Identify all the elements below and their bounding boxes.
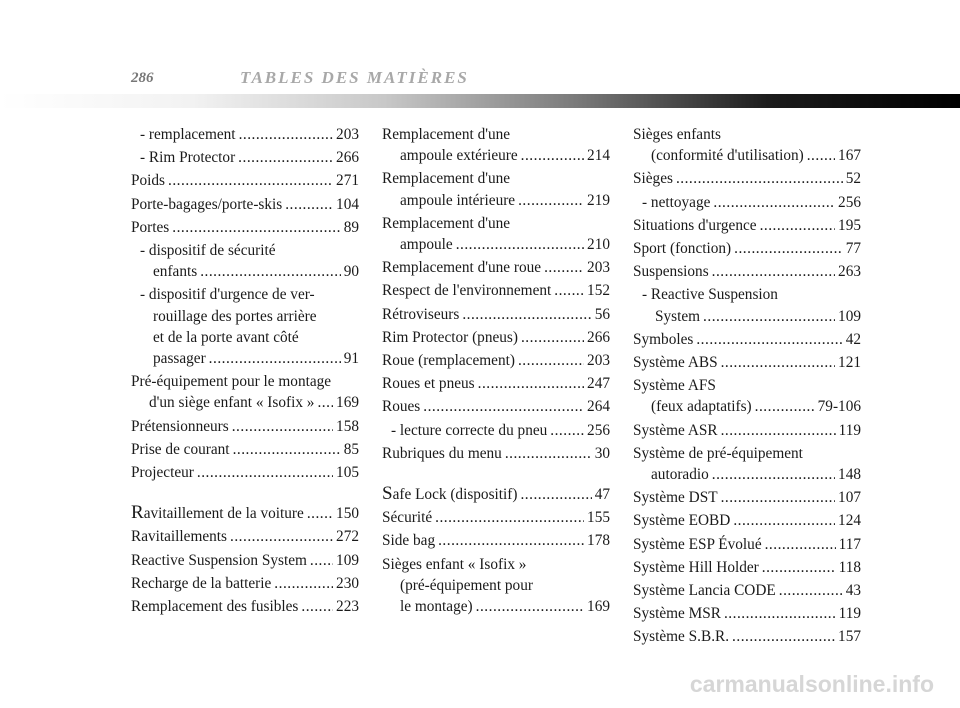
index-entry (633, 580, 861, 601)
section-initial: S (382, 483, 393, 505)
entry-label: Sièges enfants (633, 126, 721, 143)
entry-label: Système ASR (633, 421, 718, 439)
page-reference: 195 (838, 216, 861, 234)
entry-label: et de la porte avant côté (153, 328, 299, 346)
index-entry (633, 534, 861, 555)
entry-label: System (655, 307, 701, 325)
entry-label: - lecture correcte du pneu (391, 421, 548, 439)
leader-dots (755, 396, 815, 417)
entry-label: Sièges enfant « Isofix » (382, 555, 527, 573)
page-reference: 264 (587, 398, 610, 416)
index-entry (633, 443, 861, 485)
index-entry (131, 526, 359, 547)
index-entry (382, 350, 610, 371)
leader-dots (779, 580, 843, 601)
index-entry (131, 371, 359, 413)
index-entry (633, 168, 861, 189)
page-reference: 85 (343, 440, 359, 458)
entry-label: - Rim Protector (140, 149, 236, 167)
page-reference: 42 (845, 330, 861, 348)
index-entry (382, 168, 610, 210)
index-entry (633, 124, 861, 166)
entry-label: Remplacement des fusibles (131, 598, 299, 616)
entry-label: Remplacement d'une roue (382, 259, 542, 277)
entry-label: Système MSR (633, 605, 721, 623)
leader-dots (518, 350, 584, 371)
leader-dots (712, 261, 835, 282)
index-entry (131, 124, 359, 145)
leader-dots (505, 443, 592, 464)
page-reference: 219 (587, 191, 610, 209)
page-reference: 167 (838, 147, 861, 165)
entry-label: Rétroviseurs (382, 305, 460, 323)
leader-dots (233, 439, 341, 460)
entry-label: Système ESP Évolué (633, 535, 762, 553)
index-entry (633, 420, 861, 441)
page-reference: 90 (343, 263, 359, 281)
entry-label: Système DST (633, 489, 718, 507)
entry-label: Symboles (633, 330, 694, 348)
entry-label: Recharge de la batterie (131, 574, 272, 592)
page-reference: 118 (838, 558, 861, 576)
leader-dots (721, 487, 835, 508)
leader-dots (172, 217, 340, 238)
entry-label: Roue (remplacement) (382, 352, 515, 370)
page-reference: 121 (838, 354, 861, 372)
leader-dots (696, 329, 842, 350)
entry-label: Remplacement d'une (382, 126, 511, 143)
entry-label: afe Lock (dispositif) (392, 486, 518, 504)
entry-label: Projecteur (131, 464, 194, 482)
entry-label: Poids (131, 172, 166, 190)
page-reference: 178 (587, 532, 610, 550)
entry-label: Prise de courant (131, 440, 230, 458)
page-reference: 30 (594, 444, 610, 462)
entry-label: Prétensionneurs (131, 417, 229, 435)
leader-dots (168, 170, 333, 191)
entry-label: (pré-équipement pour (400, 576, 533, 594)
entry-label: Ravitaillements (131, 528, 228, 546)
entry-label: Situations d'urgence (633, 216, 757, 234)
entry-label: Porte-bagages/porte-skis (131, 195, 283, 213)
leader-dots (807, 145, 835, 166)
index-entry (131, 240, 359, 282)
page-reference: 109 (336, 551, 359, 569)
entry-label: - dispositif d'urgence de ver- (140, 286, 315, 304)
page-reference: 148 (838, 466, 861, 484)
index-entry (633, 284, 861, 326)
leader-dots (518, 190, 584, 211)
page-reference: 256 (838, 193, 861, 211)
section-initial: R (131, 502, 144, 524)
entry-label: - remplacement (140, 126, 236, 143)
page-reference: 152 (587, 282, 610, 300)
page-reference: 43 (845, 582, 861, 600)
page-reference: 223 (336, 598, 359, 616)
leader-dots (520, 484, 591, 505)
leader-dots (435, 507, 584, 528)
page-reference: 104 (336, 195, 359, 213)
page-reference: 169 (336, 394, 359, 412)
page-reference: 169 (587, 598, 610, 616)
leader-dots (521, 327, 584, 348)
page-reference: 105 (336, 464, 359, 482)
page-reference: 271 (336, 172, 359, 190)
page-reference: 266 (587, 328, 610, 346)
page-reference: 158 (336, 417, 359, 435)
entry-label: Suspensions (633, 263, 709, 281)
entry-label: ampoule extérieure (400, 147, 518, 165)
index-entry (131, 194, 359, 215)
leader-dots (438, 530, 584, 551)
index-entry (131, 170, 359, 191)
index-entry (131, 147, 359, 168)
index-entry (382, 530, 610, 551)
page-reference: 230 (336, 574, 359, 592)
entry-label: Système ABS (633, 354, 718, 372)
leader-dots (476, 596, 584, 617)
index-column-1 (131, 124, 359, 619)
entry-label: Système EOBD (633, 512, 731, 530)
index-entry (382, 213, 610, 255)
page-reference: 52 (845, 170, 861, 188)
index-entry (633, 603, 861, 624)
leader-dots (760, 215, 835, 236)
entry-label: Système Hill Holder (633, 558, 759, 576)
index-entry (633, 238, 861, 259)
index-entry (633, 375, 861, 417)
entry-label: Rubriques du menu (382, 444, 502, 462)
leader-dots (310, 550, 333, 571)
index-entry (382, 373, 610, 394)
index-entry (382, 257, 610, 278)
page-title: TABLES DES MATIÈRES (240, 68, 469, 87)
entry-label: Reactive Suspension System (131, 551, 307, 569)
leader-dots (230, 526, 333, 547)
page-reference: 203 (336, 126, 359, 143)
page-reference: 79-106 (817, 398, 861, 416)
index-entry (131, 550, 359, 571)
page-reference: 203 (587, 352, 610, 370)
index-entry (131, 416, 359, 437)
entry-label: Pré-équipement pour le montage (131, 373, 332, 391)
entry-label: Portes (131, 218, 170, 236)
entry-label: Système S.B.R. (633, 628, 730, 646)
index-entry (382, 280, 610, 301)
index-entry (382, 396, 610, 417)
leader-dots (721, 352, 835, 373)
leader-dots (734, 238, 843, 259)
index-entry (382, 443, 610, 464)
entry-label: Système de pré-équipement (633, 444, 803, 462)
index-entry (382, 420, 610, 441)
entry-label: autoradio (651, 466, 709, 484)
index-entry (131, 596, 359, 617)
page-reference: 247 (587, 375, 610, 393)
entry-label: passager (153, 350, 206, 368)
leader-dots (317, 392, 333, 413)
leader-dots (712, 464, 835, 485)
index-entry (633, 215, 861, 236)
entry-label: d'un siège enfant « Isofix » (149, 394, 315, 412)
entry-label: Respect de l'environnement (382, 282, 552, 300)
entry-label: Roues (382, 398, 421, 416)
index-column-2 (382, 124, 610, 619)
entry-label: rouillage des portes arrière (153, 307, 317, 325)
page-reference: 109 (838, 307, 861, 325)
leader-dots (239, 124, 333, 145)
index-entry (131, 502, 359, 524)
index-entry (131, 439, 359, 460)
entry-label: Roues et pneus (382, 375, 475, 393)
index-entry (131, 573, 359, 594)
leader-dots (721, 420, 836, 441)
page-reference: 89 (343, 218, 359, 236)
index-entry (633, 557, 861, 578)
page-reference: 150 (336, 505, 359, 523)
index-entry (131, 217, 359, 238)
index-entry (633, 329, 861, 350)
page-reference: 107 (838, 489, 861, 507)
entry-label: Sièges (633, 170, 673, 188)
entry-label: Side bag (382, 532, 436, 550)
index-entry (633, 261, 861, 282)
index-entry (633, 352, 861, 373)
entry-label: Système AFS (633, 377, 716, 395)
index-entry (131, 462, 359, 483)
page-reference: 214 (587, 147, 610, 165)
index-entry (382, 327, 610, 348)
page-reference: 210 (587, 236, 610, 254)
entry-label: (feux adaptatifs) (651, 398, 752, 416)
page-reference: 91 (343, 350, 359, 368)
page-reference: 47 (594, 486, 610, 504)
page-reference: 77 (845, 240, 861, 258)
leader-dots (274, 573, 333, 594)
leader-dots (200, 261, 341, 282)
leader-dots (762, 557, 836, 578)
index-entry (633, 192, 861, 213)
index-entry (382, 124, 610, 166)
leader-dots (765, 534, 836, 555)
index-entry (382, 507, 610, 528)
leader-dots (713, 192, 835, 213)
watermark: carmanualsonline.info (689, 671, 934, 697)
leader-dots (307, 503, 333, 524)
leader-dots (232, 416, 333, 437)
page-reference: 272 (336, 528, 359, 546)
leader-dots (285, 194, 333, 215)
page-reference: 56 (594, 305, 610, 323)
page-reference: 119 (838, 421, 861, 439)
entry-label: Système Lancia CODE (633, 582, 776, 600)
page-number: 286 (131, 70, 154, 86)
leader-dots (732, 626, 835, 647)
entry-label: - Reactive Suspension (642, 286, 778, 304)
page-reference: 119 (838, 605, 861, 623)
entry-label: avitaillement de la voiture (143, 505, 304, 523)
index-entry (131, 284, 359, 369)
entry-label: ampoule intérieure (400, 191, 516, 209)
leader-dots (550, 420, 584, 441)
entry-label: Remplacement d'une (382, 170, 511, 188)
page-reference: 155 (587, 509, 610, 527)
entry-label: Remplacement d'une (382, 214, 511, 232)
page-reference: 266 (336, 149, 359, 167)
index-entry (633, 626, 861, 647)
leader-dots (544, 257, 584, 278)
leader-dots (238, 147, 333, 168)
entry-label: (conformité d'utilisation) (651, 147, 804, 165)
header-bar (0, 94, 960, 108)
leader-dots (423, 396, 584, 417)
page-reference: 117 (838, 535, 861, 553)
page-reference: 157 (838, 628, 861, 646)
index-entry (382, 304, 610, 325)
leader-dots (301, 596, 333, 617)
leader-dots (703, 306, 835, 327)
leader-dots (733, 510, 835, 531)
leader-dots (521, 145, 584, 166)
entry-label: Sécurité (382, 509, 433, 527)
leader-dots (478, 373, 584, 394)
index-entry (633, 510, 861, 531)
index-entry (382, 483, 610, 505)
page-reference: 256 (587, 421, 610, 439)
entry-label: le montage) (400, 598, 473, 616)
entry-label: ampoule (400, 236, 453, 254)
leader-dots (197, 462, 333, 483)
leader-dots (462, 304, 591, 325)
leader-dots (554, 280, 584, 301)
leader-dots (209, 348, 341, 369)
page-reference: 203 (587, 259, 610, 277)
entry-label: enfants (153, 263, 198, 281)
leader-dots (676, 168, 843, 189)
entry-label: - nettoyage (642, 193, 711, 211)
entry-label: - dispositif de sécurité (140, 242, 276, 260)
page-reference: 124 (838, 512, 861, 530)
index-entry (633, 487, 861, 508)
leader-dots (456, 234, 584, 255)
index-column-3 (633, 124, 861, 650)
entry-label: Sport (fonction) (633, 240, 732, 258)
entry-label: Rim Protector (pneus) (382, 328, 518, 346)
leader-dots (724, 603, 836, 624)
index-entry (382, 554, 610, 618)
page-reference: 263 (838, 263, 861, 281)
